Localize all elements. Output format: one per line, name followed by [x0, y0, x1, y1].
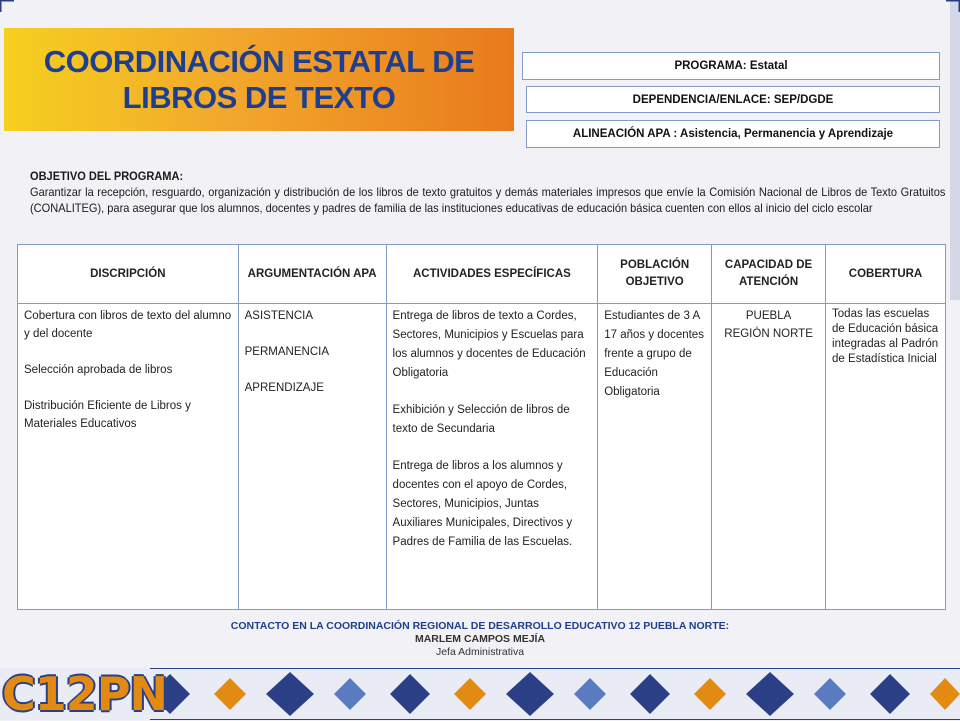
cell-cobertura [826, 304, 946, 610]
table-header-row [18, 245, 946, 304]
actividad-item: Entrega de libros a los alumnos y docentes con el apoyo de Cordes, Sectores, Municipios, Juntas Auxiliares Municipales, Directivos y Padres de Familia de las Escuelas. [392, 460, 573, 548]
cell-capacidad [712, 304, 826, 610]
header-descripcion: DISCRIPCIÓN [18, 245, 239, 304]
actividad-item: Exhibición y Selección de libros de texto de Secundaria [392, 404, 570, 435]
cobertura-text: Todas las escuelas de Educación básica integradas al Padrón de Estadística Inicial [832, 308, 939, 365]
programa-label: PROGRAMA: Estatal [674, 60, 788, 72]
c12pn-logo: C12PN [2, 667, 167, 721]
alineacion-box [526, 120, 940, 148]
dependencia-label: DEPENDENCIA/ENLACE: SEP/DGDE [632, 93, 834, 106]
programa-box [522, 52, 940, 80]
header-argumentacion: ARGUMENTACIÓN APA [238, 245, 386, 304]
header-cobertura: COBERTURA [826, 245, 946, 304]
header-actividades: ACTIVIDADES ESPECÍFICAS [386, 245, 598, 304]
argumentacion-item: APRENDIZAJE [244, 382, 324, 394]
cell-argumentacion [238, 304, 386, 610]
objective-section [30, 168, 945, 216]
alineacion-label: ALINEACIÓN APA : Asistencia, Permanencia y Aprendizaje [572, 128, 894, 140]
contact-role: Jefa Administrativa [435, 646, 525, 658]
objective-label: OBJETIVO DEL PROGRAMA: [30, 169, 184, 183]
descripcion-item: Selección aprobada de libros [24, 364, 173, 376]
cell-poblacion [598, 304, 712, 610]
actividad-item: Entrega de libros de texto a Cordes, Sectores, Municipios y Escuelas para los alumnos y docentes de Educación Obligatoria [392, 310, 586, 379]
header-poblacion: POBLACIÓN OBJETIVO [598, 245, 712, 304]
page-title [44, 44, 475, 116]
objective-text: Garantizar la recepción, resguardo, organización y distribución de los libros de texto gratuitos y demás materiales impresos que envíe la Comisión Nacional de Libros de Texto Gratuitos (CONALITEG), para asegurar que los alumnos, docentes y padres de familia de las instituciones educativas de educación básica cuenten con ellos al inicio del ciclo escolar [30, 185, 946, 215]
title-line-1: COORDINACIÓN ESTATAL DE [43, 43, 475, 79]
capacidad-line: PUEBLA [745, 310, 792, 322]
header-capacidad: CAPACIDAD DE ATENCIÓN [712, 245, 826, 304]
cell-actividades [386, 304, 598, 610]
title-banner [4, 28, 514, 131]
title-line-2: LIBROS DE TEXTO [122, 79, 396, 115]
argumentacion-item: ASISTENCIA [244, 310, 314, 322]
table-row [18, 304, 946, 610]
contact-heading: CONTACTO EN LA COORDINACIÓN REGIONAL DE DESARROLLO EDUCATIVO 12 PUEBLA NORTE: [230, 620, 730, 632]
program-table [17, 244, 946, 610]
contact-name: MARLEM CAMPOS MEJÍA [414, 633, 546, 645]
dependencia-box [526, 86, 940, 113]
capacidad-line: REGIÓN NORTE [724, 328, 813, 340]
descripcion-item: Distribución Eficiente de Libros y Materiales Educativos [24, 400, 191, 430]
poblacion-text: Estudiantes de 3 A 17 años y docentes frente a grupo de Educación Obligatoria [604, 310, 704, 398]
cell-descripcion [18, 304, 239, 610]
descripcion-item: Cobertura con libros de texto del alumno y del docente [24, 310, 232, 340]
contact-section [0, 620, 960, 659]
argumentacion-item: PERMANENCIA [244, 346, 329, 358]
